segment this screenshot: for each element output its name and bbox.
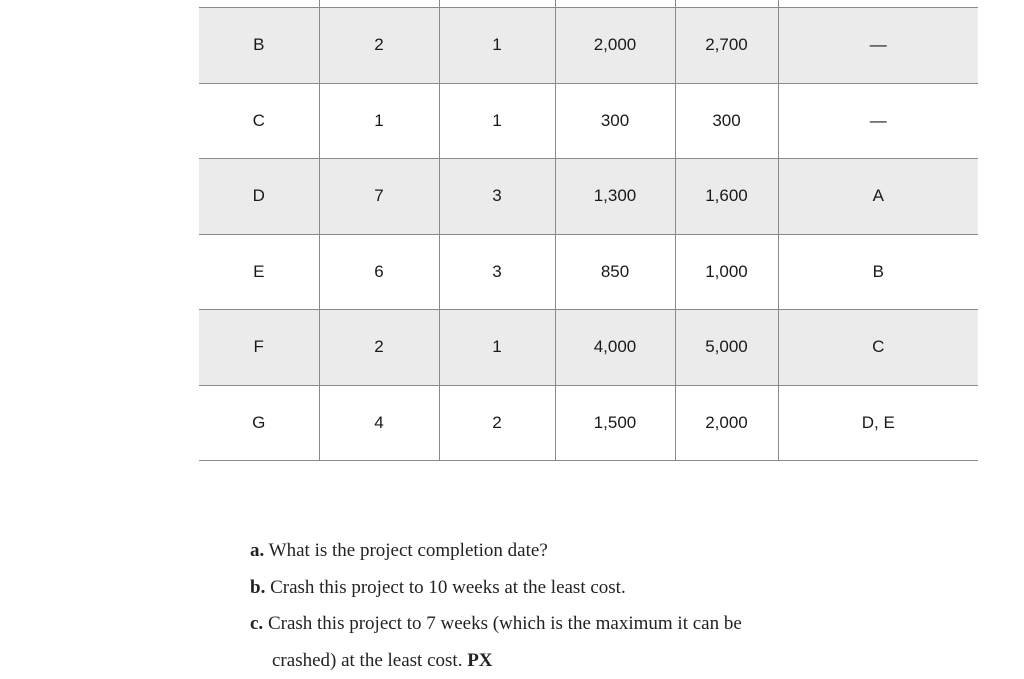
crash-cost-cell: 1,000 [675,234,778,310]
stub-cell [675,0,778,8]
predecessor-cell: B [778,234,978,310]
question-list [250,533,742,679]
normal-cost-cell: 1,500 [555,385,675,461]
activity-cell: G [199,385,319,461]
table-row-b [199,8,978,84]
table-row-d [199,159,978,235]
stub-cell [319,0,439,8]
normal-time-cell: 4 [319,385,439,461]
question-text: crashed) at the least cost. [272,650,462,671]
question-text: Crash this project to 10 weeks at the least cost. [270,577,626,598]
question-letter: a. [250,540,264,561]
crash-time-cell: 1 [439,83,555,159]
predecessor-cell: — [778,83,978,159]
crash-cost-cell: 1,600 [675,159,778,235]
crash-cost-cell: 2,000 [675,385,778,461]
table-top-stub-row [199,0,978,8]
normal-time-cell: 1 [319,83,439,159]
crash-time-cell: 1 [439,310,555,386]
stub-cell [439,0,555,8]
normal-time-cell: 6 [319,234,439,310]
activity-cell: C [199,83,319,159]
predecessor-cell: D, E [778,385,978,461]
crash-time-cell: 2 [439,385,555,461]
stub-cell [199,0,319,8]
question-text: What is the project completion date? [269,540,548,561]
crash-time-cell: 1 [439,8,555,84]
activity-cell: B [199,8,319,84]
crash-cost-cell: 300 [675,83,778,159]
question-a [250,533,742,570]
table-row-g [199,385,978,461]
predecessor-cell: — [778,8,978,84]
table-row-f [199,310,978,386]
table-row-c [199,83,978,159]
crash-cost-cell: 2,700 [675,8,778,84]
crash-cost-cell: 5,000 [675,310,778,386]
crash-time-cell: 3 [439,159,555,235]
question-letter: b. [250,577,265,598]
normal-cost-cell: 850 [555,234,675,310]
normal-time-cell: 2 [319,8,439,84]
normal-cost-cell: 2,000 [555,8,675,84]
activity-table-region [199,0,978,461]
normal-time-cell: 7 [319,159,439,235]
question-letter: c. [250,613,263,634]
question-c [250,606,742,643]
question-text: Crash this project to 7 weeks (which is the maximum it can be [268,613,742,634]
normal-cost-cell: 4,000 [555,310,675,386]
crash-time-cell: 3 [439,234,555,310]
predecessor-cell: C [778,310,978,386]
stub-cell [778,0,978,8]
activity-cell: F [199,310,319,386]
stub-cell [555,0,675,8]
activity-table [199,0,978,461]
activity-cell: D [199,159,319,235]
table-row-e [199,234,978,310]
question-b [250,570,742,607]
question-tag: PX [467,650,492,671]
normal-cost-cell: 1,300 [555,159,675,235]
normal-time-cell: 2 [319,310,439,386]
predecessor-cell: A [778,159,978,235]
activity-cell: E [199,234,319,310]
question-c-continuation [250,643,742,679]
normal-cost-cell: 300 [555,83,675,159]
